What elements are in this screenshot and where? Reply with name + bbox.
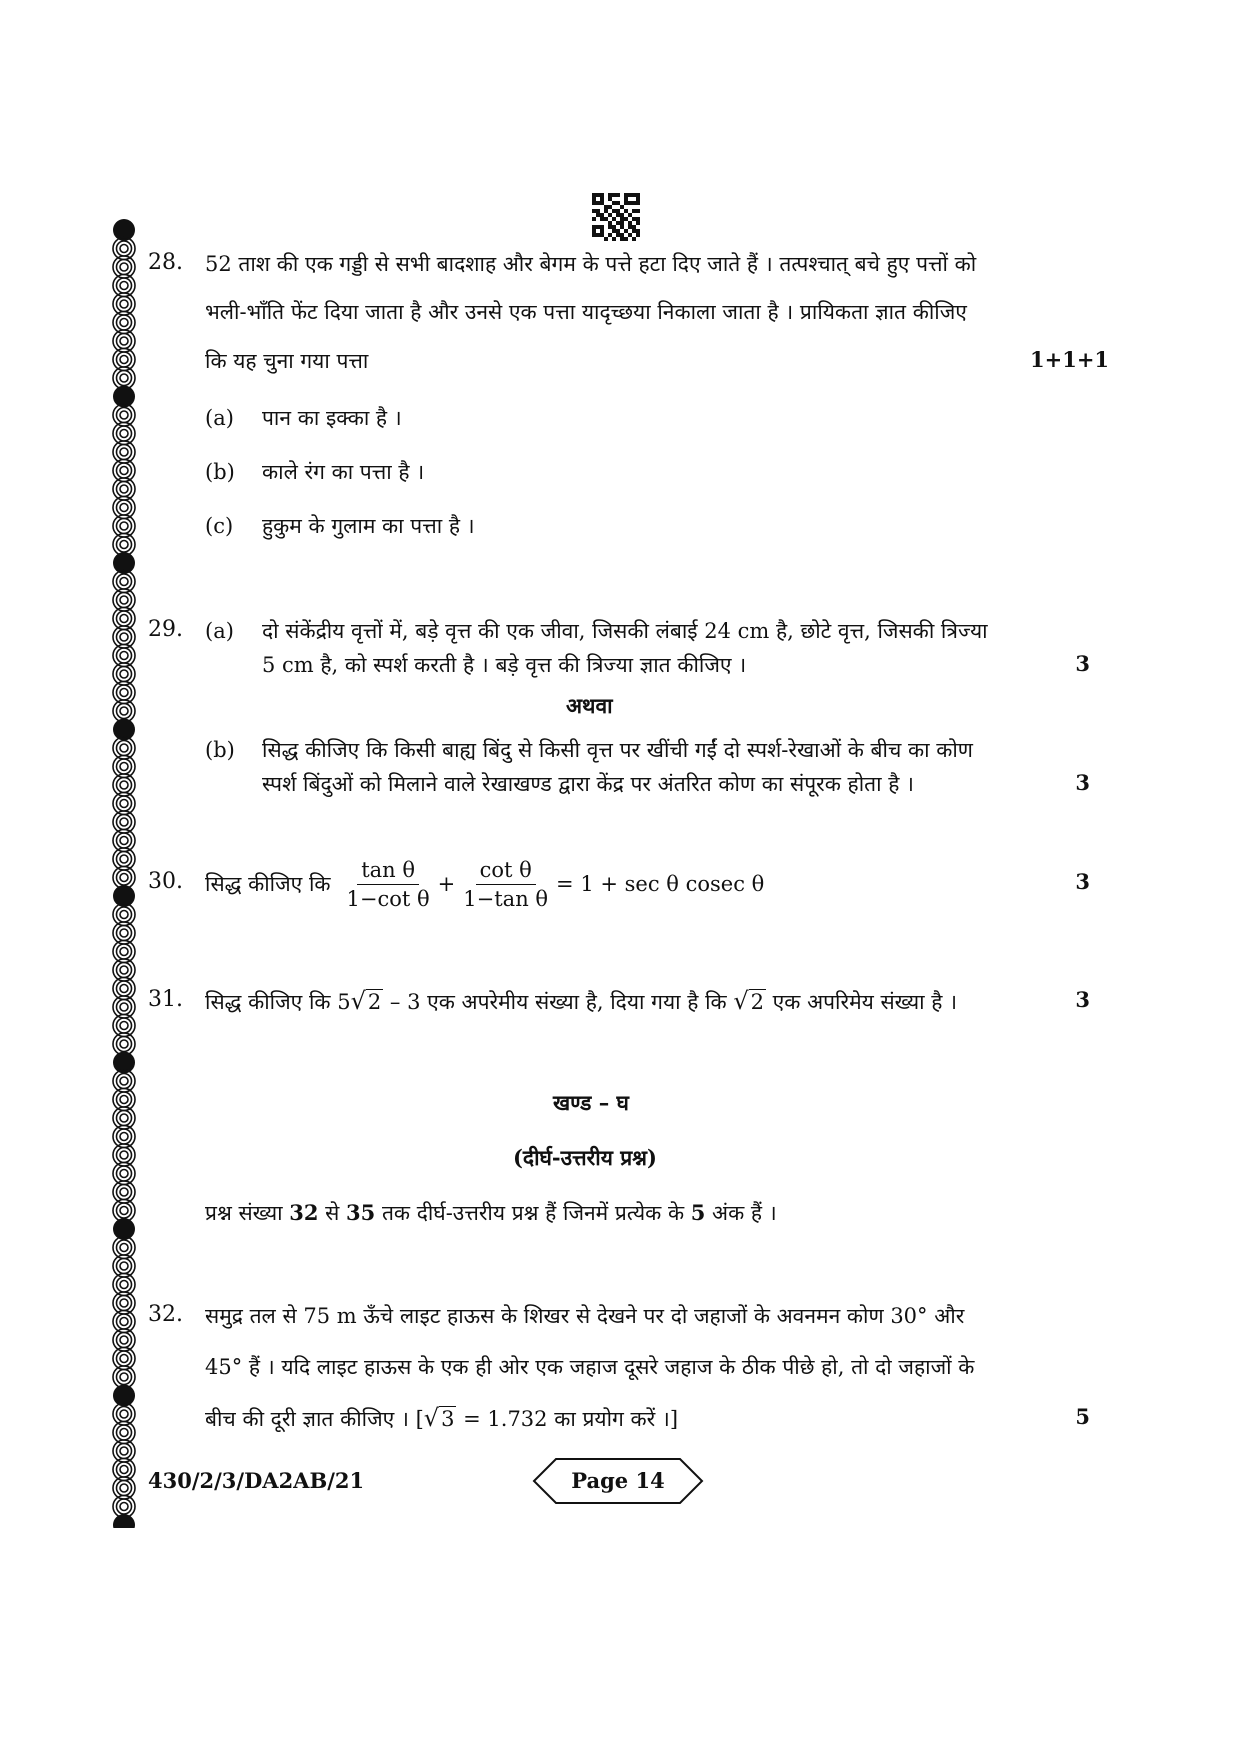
question-31-mid: – 3 एक अपरेमीय संख्या है, दिया गया है कि <box>383 990 734 1014</box>
question-28-option-a-text: पान का इक्का है । <box>262 406 402 430</box>
question-30-equation <box>205 848 764 920</box>
question-30-rhs: = 1 + sec θ cosec θ <box>556 872 765 896</box>
question-29-b-line-1: सिद्ध कीजिए कि किसी बाह्य बिंदु से किसी वृत्त पर खींची गईं दो स्पर्श-रेखाओं के बीच का कोण <box>262 738 973 762</box>
question-30-marks: 3 <box>1075 869 1090 894</box>
question-29-b-line-2: स्पर्श बिंदुओं को मिलाने वाले रेखाखण्ड द्वारा केंद्र पर अंतरित कोण का संपूरक होता है । <box>262 772 915 796</box>
question-32-number: 32. <box>148 1302 183 1327</box>
question-30-number: 30. <box>148 869 183 894</box>
section-instruction <box>205 1199 777 1227</box>
qr-code <box>592 193 640 241</box>
question-28-line-3: कि यह चुना गया पत्ता <box>205 349 369 373</box>
question-28-option-b-text: काले रंग का पत्ता है । <box>262 460 425 484</box>
question-32-line-2: 45° हैं । यदि लाइट हाऊस के एक ही ओर एक जहाज दूसरे जहाज के ठीक पीछे हो, तो दो जहाजों के <box>205 1355 975 1379</box>
question-29-b-label: (b) <box>205 738 235 762</box>
question-28-option-c-text: हुकुम के गुलाम का पत्ता है । <box>262 514 475 538</box>
question-28-marks: 1+1+1 <box>1030 347 1110 372</box>
question-32-line-3-post: = 1.732 का प्रयोग करें ।] <box>456 1407 679 1431</box>
question-31-prefix: सिद्ध कीजिए कि 5 <box>205 990 351 1014</box>
fraction-2 <box>459 857 552 912</box>
question-32-line-3-pre: बीच की दूरी ज्ञात कीजिए । [ <box>205 1407 424 1431</box>
question-30-prefix: सिद्ध कीजिए कि <box>205 872 331 896</box>
question-31-marks: 3 <box>1075 987 1090 1012</box>
page-number-badge <box>532 1457 704 1505</box>
question-32-marks: 5 <box>1075 1404 1090 1429</box>
section-title: खण्ड – घ <box>553 1090 629 1115</box>
paper-code: 430/2/3/DA2AB/21 <box>148 1468 365 1493</box>
question-32-line-1: समुद्र तल से 75 m ऊँचे लाइट हाऊस के शिखर से देखने पर दो जहाजों के अवनमन कोण 30° और <box>205 1304 965 1328</box>
question-29-a-line-2: 5 cm है, को स्पर्श करती है । बड़े वृत्त की त्रिज्या ज्ञात कीजिए । <box>262 653 747 677</box>
question-29-number: 29. <box>148 617 183 642</box>
sqrt-3: √3 <box>423 1404 455 1432</box>
instruction-number-32: 32 <box>289 1200 319 1225</box>
instruction-text-1: प्रश्न संख्या <box>205 1201 290 1225</box>
fraction-2-denominator: 1−tan θ <box>463 886 549 911</box>
question-29-a-marks: 3 <box>1075 651 1090 676</box>
question-32-line-3 <box>205 1404 678 1433</box>
question-31-number: 31. <box>148 987 183 1012</box>
section-subtitle: (दीर्घ-उत्तरीय प्रश्न) <box>513 1145 657 1170</box>
fraction-1 <box>343 857 434 912</box>
question-28-number: 28. <box>148 250 183 275</box>
instruction-text-3: तक दीर्घ-उत्तरीय प्रश्न हैं जिनमें प्रत्येक के <box>375 1201 691 1225</box>
plus-sign: + <box>437 872 456 896</box>
fraction-1-numerator: tan θ <box>357 857 419 885</box>
page-number: Page 14 <box>571 1468 665 1493</box>
question-31-text <box>205 987 957 1016</box>
instruction-number-35: 35 <box>346 1200 376 1225</box>
fraction-2-numerator: cot θ <box>476 857 536 885</box>
instruction-text-2: से <box>318 1201 347 1225</box>
question-29-or: अथवा <box>566 693 613 718</box>
margin-decoration <box>108 218 140 1528</box>
question-28-option-c-label: (c) <box>205 514 234 538</box>
question-28-option-a-label: (a) <box>205 406 234 430</box>
instruction-number-5: 5 <box>690 1200 706 1225</box>
sqrt-2-b: √2 <box>733 987 764 1015</box>
question-29-a-label: (a) <box>205 619 234 643</box>
question-29-a-line-1: दो संकेंद्रीय वृत्तों में, बड़े वृत्त की एक जीवा, जिसकी लंबाई 24 cm है, छोटे वृत्त, जिसकी त्रिज्या <box>262 619 988 643</box>
question-28-line-1: 52 ताश की एक गड्डी से सभी बादशाह और बेगम के पत्ते हटा दिए जाते हैं । तत्पश्चात् बचे हुए पत्तों को <box>205 252 977 276</box>
question-28-option-b-label: (b) <box>205 460 235 484</box>
question-31-suffix: एक अपरिमेय संख्या है । <box>765 990 958 1014</box>
sqrt-2-a: √2 <box>350 987 382 1015</box>
question-29-b-marks: 3 <box>1075 770 1090 795</box>
fraction-1-denominator: 1−cot θ <box>346 886 430 911</box>
question-28-line-2: भली-भाँति फेंट दिया जाता है और उनसे एक पत्ता यादृच्छया निकाला जाता है । प्रायिकता ज्ञात कीजिए <box>205 300 967 324</box>
instruction-text-4: अंक हैं । <box>705 1201 777 1225</box>
